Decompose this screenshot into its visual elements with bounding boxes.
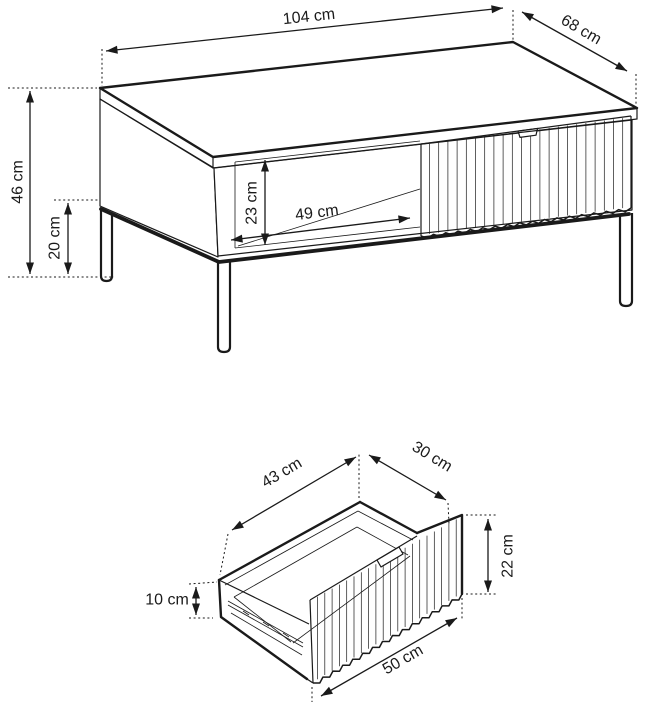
drawer-outline bbox=[219, 502, 417, 679]
table-width-label: 104 cm bbox=[282, 5, 336, 29]
drawer-right-top-edge bbox=[360, 502, 417, 533]
table-depth-label: 68 cm bbox=[557, 11, 605, 49]
table-height-label: 46 cm bbox=[9, 160, 27, 204]
drawer-side-panel bbox=[219, 580, 313, 683]
table-leg-front-right bbox=[620, 213, 632, 306]
drawer-back-top-edge bbox=[219, 502, 360, 580]
table-leg-height-label: 20 cm bbox=[46, 216, 64, 260]
table-leg-front-left bbox=[218, 261, 230, 352]
drawer-front-width-arrow bbox=[321, 618, 457, 696]
drawer-inner-depth-label: 43 cm bbox=[258, 454, 306, 492]
drawer-inner-width-label: 30 cm bbox=[408, 438, 456, 476]
table-leg-back-left bbox=[101, 210, 112, 281]
table-niche-height-label: 23 cm bbox=[243, 181, 261, 225]
drawer-figure bbox=[145, 438, 516, 702]
drawer-front-height-label: 22 cm bbox=[499, 534, 517, 578]
table-niche-width-label: 49 cm bbox=[294, 201, 340, 225]
drawer-interior bbox=[225, 511, 413, 643]
drawer-side-height-label: 10 cm bbox=[145, 591, 189, 609]
drawer-front-width-label: 50 cm bbox=[379, 641, 427, 679]
coffee-table-figure bbox=[8, 6, 637, 352]
drawer-slide-rail bbox=[228, 601, 303, 655]
panel-top-right-edge bbox=[417, 515, 462, 594]
drawer-front-panel bbox=[310, 515, 462, 683]
drawer-left-bottom-outline bbox=[219, 580, 307, 679]
panel-left-edge bbox=[310, 600, 313, 683]
